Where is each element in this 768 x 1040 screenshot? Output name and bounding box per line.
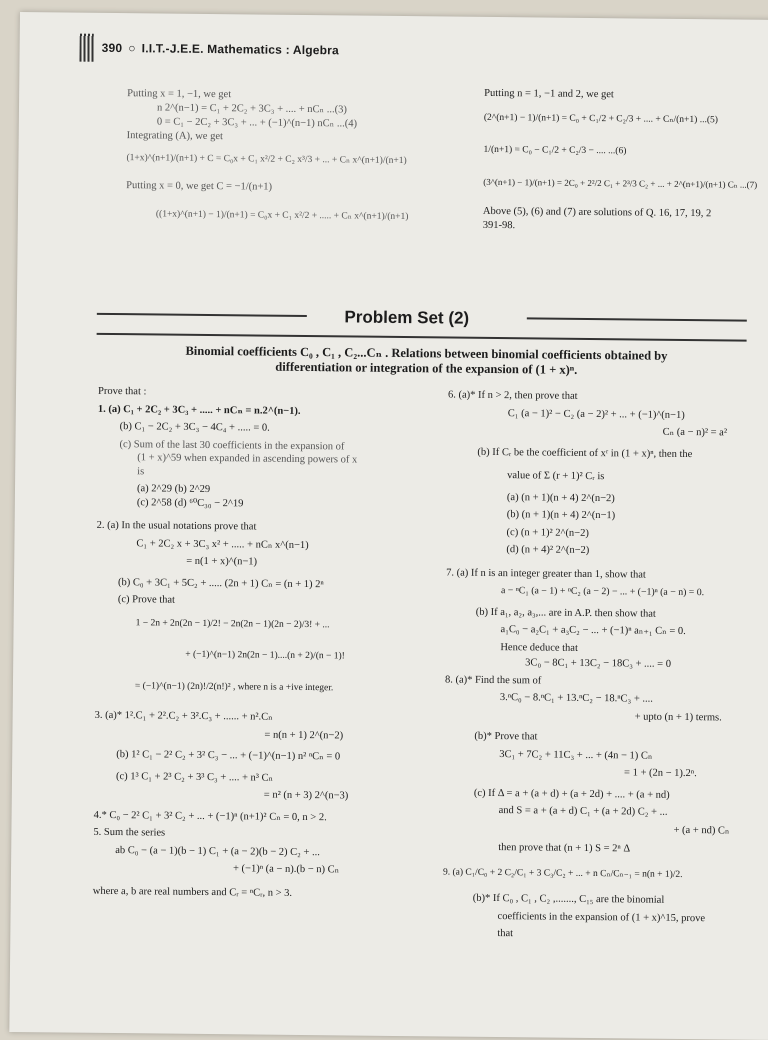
text-line: Putting x = 0, we get C = −1/(n+1) [126, 180, 273, 193]
text-line: that [497, 928, 514, 940]
text-line: ab C₀ − (a − 1)(b − 1) C₁ + (a − 2)(b − 2) C₂ + ... [115, 844, 320, 858]
problem-3c: (c) 1³ C₁ + 2³ C₂ + 3³ C₃ + .... + n³ Cₙ [115, 770, 274, 784]
header-title: I.I.T.-J.E.E. Mathematics : Algebra [141, 41, 340, 58]
option-b: (b) (n + 1)(n + 4) 2^(n−1) [506, 509, 616, 522]
problem-3b: (b) 1² C₁ − 2² C₂ + 3² C₃ − ... + (−1)^(n−1) n² ⁿCₙ = 0 [116, 749, 341, 763]
problem-9a: 9. (a) C₁/C₀ + 2 C₂/C₁ + 3 C₃/C₂ + ... + n Cₙ/Cₙ₋₁ = n(n + 1)/2. [442, 866, 683, 880]
text-line: 3C₀ − 8C₁ + 13C₂ − 18C₃ + .... = 0 [525, 657, 672, 670]
problem-7b: (b) If a₁, a₂, a₃,... are in A.P. then show that [475, 606, 656, 620]
text-line: (2^(n+1) − 1)/(n+1) = C₀ + C₁/2 + C₂/3 + .... + Cₙ/(n+1) ...(5) [483, 112, 718, 126]
text-line: + (a + nd) Cₙ [673, 824, 730, 836]
left-problems [93, 385, 438, 902]
problem-1c: (c) Sum of the last 30 coefficients in the expansion of [119, 438, 345, 452]
page-edge-marker [79, 34, 93, 62]
text-line: C₁ + 2C₂ x + 3C₃ x² + ..... + nCₙ x^(n−1) [136, 537, 309, 551]
text-line: 1 − 2n + 2n(2n − 1)/2! − 2n(2n − 1)(2n − 2)/3! + ... [135, 617, 330, 630]
problem-8c: (c) If Δ = a + (a + d) + (a + 2d) + .... + (a + nd) [473, 787, 670, 801]
text-line: is [137, 465, 145, 477]
title-rule-bottom [97, 333, 747, 342]
text-line: Integrating (A), we get [126, 130, 223, 143]
text-line: + (−1)ⁿ (a − n).(b − n) Cₙ [232, 863, 340, 876]
problem-7a: 7. (a) If n is an integer greater than 1, show that [446, 566, 646, 581]
text-line: (3^(n+1) − 1)/(n+1) = 2C₀ + 2²/2 C₁ + 2³/3 C₂ + ... + 2^(n+1)/(n+1) Cₙ ...(7) [483, 176, 758, 190]
text-line: coefficients in the expansion of (1 + x)^15, prove [497, 910, 706, 924]
option-a: (a) (n + 1)(n + 4) 2^(n−2) [506, 491, 615, 504]
text-line: and S = a + (a + d) C₁ + (a + 2d) C₂ + ... [498, 805, 668, 818]
text-line: then prove that (n + 1) S = 2ⁿ Δ [498, 842, 631, 855]
text-line: 3C₁ + 7C₂ + 11C₃ + ... + (4n − 1) Cₙ [499, 748, 653, 762]
problem-8a: 8. (a)* Find the sum of [444, 673, 542, 686]
text-line: = 1 + (2n − 1).2ⁿ. [624, 767, 697, 780]
options: (c) 2^58 (d) ⁶⁰C₃₀ − 2^19 [136, 496, 244, 509]
option-d: (d) (n + 4)² 2^(n−2) [506, 544, 590, 556]
text-line: 391-98. [482, 219, 516, 232]
text-line: + upto (n + 1) terms. [634, 710, 722, 723]
text-line: + (−1)^(n−1) 2n(2n − 1)....(n + 2)/(n − 1)! [185, 649, 345, 662]
problem-1b: (b) C₁ − 2C₂ + 3C₃ − 4C₄ + ..... = 0. [119, 421, 270, 434]
option-c: (c) (n + 1)² 2^(n−2) [506, 526, 589, 539]
text-line: Putting x = 1, −1, we get [127, 88, 232, 101]
top-right-derivation [483, 87, 768, 236]
problem-8b: (b)* Prove that [474, 730, 538, 743]
header-circle-icon: ○ [128, 41, 136, 56]
text-line: where a, b are real numbers and Cᵣ = ⁿCᵣ, n > 3. [92, 885, 293, 899]
problem-9b: (b)* If C₀ , C₁ , C₂ ,......., C₁₅ are the binomial [472, 892, 665, 906]
problem-5: 5. Sum the series [93, 826, 166, 839]
text-line: 1/(n+1) = C₀ − C₁/2 + C₂/3 − .... ...(6) [483, 144, 627, 157]
problem-4: 4.* C₀ − 2² C₁ + 3² C₂ + ... + (−1)ⁿ (n+1)² Cₙ = 0, n > 2. [93, 809, 327, 823]
right-problems [442, 389, 748, 944]
text-line: ((1+x)^(n+1) − 1)/(n+1) = C₀x + C₁ x²/2 + ..... + Cₙ x^(n+1)/(n+1) [155, 209, 409, 223]
problem-set-subtitle [106, 343, 746, 380]
text-line: Putting n = 1, −1 and 2, we get [484, 87, 614, 101]
page-number: 390 [101, 40, 123, 56]
problem-2b: (b) C₀ + 3C₁ + 5C₂ + ..... (2n + 1) Cₙ = (n + 1) 2ⁿ [117, 576, 324, 590]
document-page [9, 12, 768, 1040]
text-line: 3.ⁿC₀ − 8.ⁿC₁ + 13.ⁿC₂ − 18.ⁿC₃ + .... [499, 692, 653, 705]
problem-6a: 6. (a)* If n > 2, then prove that [447, 389, 578, 402]
text-line: n 2^(n−1) = C₁ + 2C₂ + 3C₃ + .... + nCₙ ...(3) [156, 102, 347, 116]
options: (a) 2^29 (b) 2^29 [136, 483, 211, 496]
text-line: = n(1 + x)^(n−1) [186, 555, 258, 568]
subtitle-line-2: differentiation or integration of the expansion of (1 + x)ⁿ. [275, 359, 578, 377]
text-line: Cₙ (a − n)² = a² [662, 426, 728, 439]
text-line: Prove that : [97, 385, 147, 398]
problem-set-title: Problem Set (2) [344, 307, 470, 328]
problem-6b: (b) If Cᵣ be the coefficient of xʳ in (1 + x)ⁿ, then the [477, 446, 693, 460]
running-header [79, 35, 339, 64]
text-line: (1+x)^(n+1)/(n+1) + C = C₀x + C₁ x²/2 + C₂ x³/3 + ... + Cₙ x^(n+1)/(n+1) [126, 153, 407, 167]
problem-2c: (c) Prove that [117, 594, 176, 606]
top-left-derivation [126, 87, 457, 224]
text-line: = n(n + 1) 2^(n−2) [264, 729, 344, 741]
problem-3a: 3. (a)* 1².C₁ + 2².C₂ + 3².C₃ + ...... + n².Cₙ [94, 709, 273, 723]
text-line: = n² (n + 3) 2^(n−3) [263, 789, 349, 802]
text-line: = (−1)^(n−1) (2n)!/2(n!)² , where n is a +ive integer. [134, 680, 334, 693]
text-line: Above (5), (6) and (7) are solutions of Q. 16, 17, 19, 2 [482, 205, 712, 220]
text-line: a₁C₀ − a₂C₁ + a₃C₂ − ... + (−1)ⁿ aₙ₊₁ Cₙ = 0. [500, 624, 686, 638]
problem-2a: 2. (a) In the usual notations prove that [96, 519, 257, 533]
text-line: Hence deduce that [500, 641, 578, 654]
subtitle-line-1: Binomial coefficients C₀ , C₁ , C₂...Cₙ . Relations between binomial coefficients obtained by [185, 343, 668, 363]
problem-1a: 1. (a) C₁ + 2C₂ + 3C₃ + ..... + nCₙ = n.2^(n−1). [97, 403, 301, 417]
text-line: 0 = C₁ − 2C₂ + 3C₃ + ... + (−1)^(n−1) nCₙ ...(4) [156, 116, 358, 130]
text-line: value of Σ (r + 1)² Cᵣ is [507, 470, 605, 483]
text-line: (1 + x)^59 when expanded in ascending powers of x [137, 452, 358, 466]
text-line: a − ⁿC₁ (a − 1) + ⁿC₂ (a − 2) − ... + (−1)ⁿ (a − n) = 0. [500, 585, 705, 599]
text-line: C₁ (a − 1)² − C₂ (a − 2)² + ... + (−1)^(n−1) [507, 407, 685, 421]
